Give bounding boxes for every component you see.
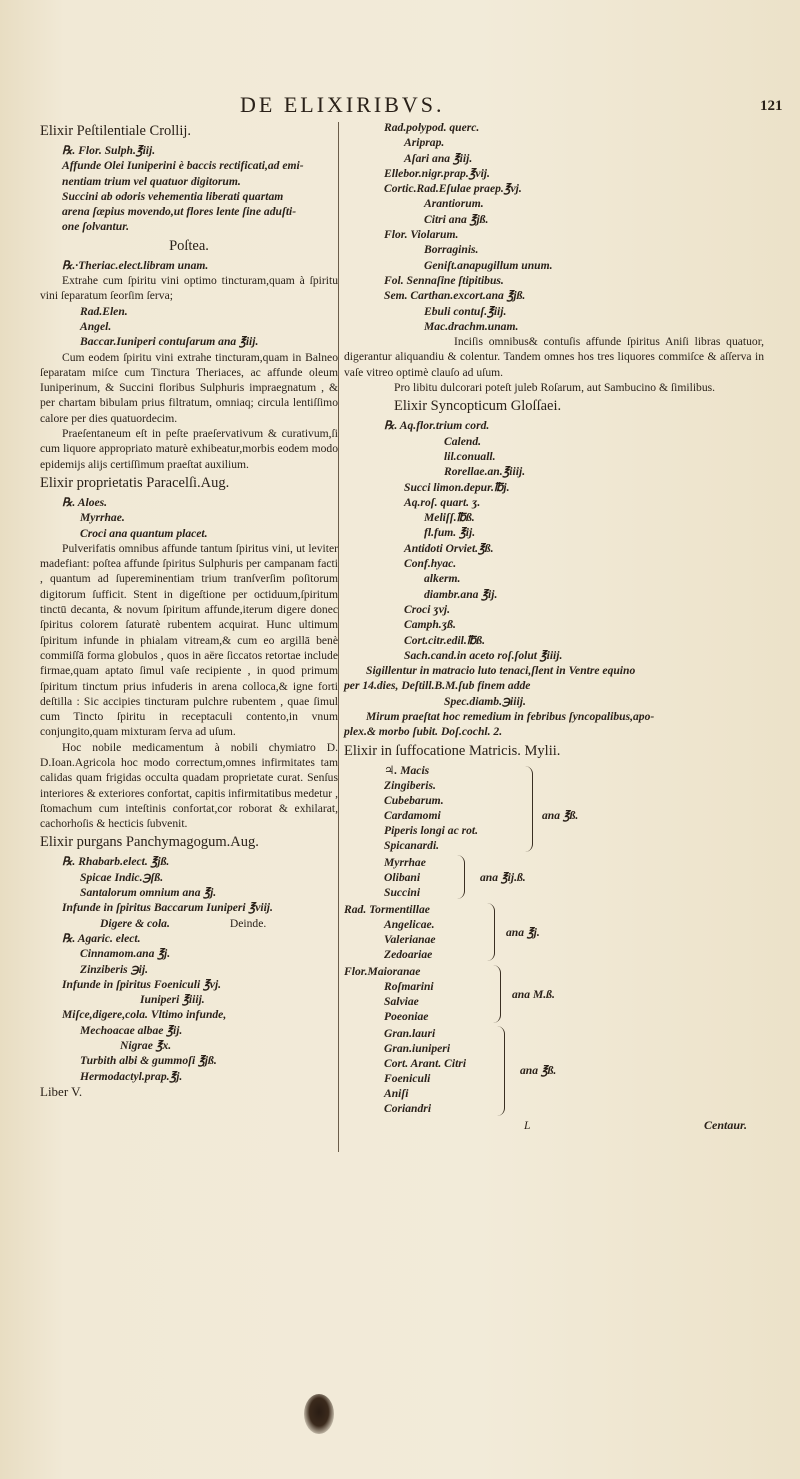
ingredient: Spicanardi. xyxy=(384,838,440,852)
page-number: 121 xyxy=(760,98,783,114)
recipe-line: Baccar.Iuniperi contuſarum ana ℥iij. xyxy=(80,335,259,349)
recipe-line: Croci ʒvj. xyxy=(404,602,451,616)
recipe-line: Rad.polypod. querc. xyxy=(384,121,480,134)
recipe-line: Meliſſ.℔ß. xyxy=(424,511,475,525)
recipe-line: Arantiorum. xyxy=(424,197,484,211)
brace-label: ana M.ß. xyxy=(512,988,555,1002)
recipe-line: lil.conuall. xyxy=(444,449,496,463)
ingredient: Angelicae. xyxy=(384,918,435,932)
paragraph: Pulverifatis omnibus affunde tantum ſpiritus vini, ut leviter madefiant: poſtea affunde ſpiritus Sulphuris per campanam facti , quantum ad ſupereminentiam trium tranſverſim poſitorum digitorum ſufficit. Stent in digeſtione per octiduum,ſpiritum tinctū decanta, & novum ſpiritum affunde,iterum digere donec ſpiritus colorem ſaturatè rubentem acquirat. Hunc ultimum ſpiritum infunde in phialam vitream,& cum eo argillā benè commiſſā forma globulos , quos in aëre ſiccatos retortae include firmae,quam aptato ſimul vaſe recipiente , in quod primum ſpiritum tinctum prius infuderis in arena colloca,& igne forti deſtilla : Sic accipies tincturam pulchre rubentem , quae ſimul cum Tincto ſpiritu in receptaculi contento,in vnum conjungito,quam mixturam ſerva ad uſum. xyxy=(40,541,338,739)
recipe-line: Affunde Olei Iuniperini è baccis rectificati,ad emi- xyxy=(62,159,304,173)
recipe-line: Miſce,digere,cola. Vltimo infunde, xyxy=(62,1008,227,1022)
recipe-line: Conf.hyac. xyxy=(404,557,457,571)
recipe-line: Infunde in ſpiritus Foeniculi ℥vj. xyxy=(62,977,222,991)
section-title-elixir-suffocatione: Elixir in ſuffocatione Matricis. Mylii. xyxy=(344,742,561,759)
recipe-line: Borraginis. xyxy=(424,243,479,257)
ingredient-group-5 xyxy=(344,1026,764,1118)
recipe-line: Succini ab odoris vehementia liberati quartam xyxy=(62,189,284,203)
section-title-elixir-proprietatis: Elixir proprietatis Paracelſi.Aug. xyxy=(40,474,230,491)
ingredient: Aniſi xyxy=(384,1087,409,1101)
signature-letter: L xyxy=(524,1119,531,1133)
ingredient: Cubebarum. xyxy=(384,793,444,807)
recipe-line: Aq.roſ. quart. ʒ. xyxy=(404,495,481,509)
recipe-line: Infunde in ſpiritus Baccarum Iuniperi ℥viij. xyxy=(62,901,273,915)
recipe-line: diambr.ana ℥ij. xyxy=(424,587,498,601)
page-footer xyxy=(344,1118,764,1134)
recipe-line: Iuniperi ℥iiij. xyxy=(140,993,205,1007)
ingredient: Zedoariae xyxy=(384,948,433,962)
ingredient-group-1 xyxy=(344,778,764,855)
paragraph: Cum eodem ſpiritu vini extrahe tincturam,quam in Balneo ſeparatam miſce cum Tinctura Theriaces, ac affunde oleum Iuniperinum, & Succini floribus Sulphuris impraegnatum , & per chartam bibulam prius filtratum, omniaq; circula lentiſſimo calore per dies quatuordecim. xyxy=(40,350,338,425)
ingredient: Coriandri xyxy=(384,1102,432,1116)
recipe-line: Angel. xyxy=(80,319,112,333)
ingredient-group-3 xyxy=(344,917,764,964)
recipe-line: Aſari ana ℥iij. xyxy=(404,151,473,165)
brace xyxy=(522,766,533,852)
ingredient: Gran.lauri xyxy=(384,1027,436,1041)
running-head-title: DE ELIXIRIBVS. xyxy=(240,92,445,117)
recipe-line: Rad. Tormentillae xyxy=(344,902,430,916)
ingredient: Zingiberis. xyxy=(384,778,436,792)
paragraph: Hoc nobile medicamentum à nobili chymiatro D. D.Ioan.Agricola hoc modo correctum,omnes infirmitates tam calidas quam frigidas occulta quadam proprietate curat. Senſus interiores & exteriores confortat, capitis infirmitatibus medetur , ſtomachum cum inteſtinis confortat,cor roborat & exhilarat, cachorhoſis & hecticis ſubvenit. xyxy=(40,740,338,831)
recipe-line: alkerm. xyxy=(424,572,461,586)
recipe-line: Mechoacae albae ℥ij. xyxy=(80,1023,183,1037)
recipe-line: Geniſt.anapugillum unum. xyxy=(424,258,553,272)
recipe-text-deinde: Deinde. xyxy=(229,916,267,930)
recipe-line: ℞. Flor. Sulph.℥iij. xyxy=(62,144,156,157)
brace-label: ana ℥j. xyxy=(506,926,540,940)
recipe-line: ℞. Aloes. xyxy=(62,495,108,509)
recipe-line: Flor.Maioranae xyxy=(344,965,421,979)
ingredient: Olibani xyxy=(384,870,421,884)
brace xyxy=(454,855,465,899)
recipe-line: Cort.citr.edil.℔ß. xyxy=(404,633,485,647)
section-title-elixir-pestilentiale: Elixir Peſtilentiale Crollij. xyxy=(40,123,192,139)
ingredient: Gran.iuniperi xyxy=(384,1042,451,1056)
section-title-elixir-purgans: Elixir purgans Panchymagogum.Aug. xyxy=(40,834,259,851)
recipe-line: Camph.ʒß. xyxy=(404,618,456,632)
recipe-line: Ellebor.nigr.prap.℥vij. xyxy=(384,166,490,180)
recipe-line: Santalorum omnium ana ℥j. xyxy=(80,886,217,900)
brace-label: ana ℥ij.ß. xyxy=(480,870,526,884)
ingredient: Valerianae xyxy=(384,933,436,947)
recipe-line: Spec.diamb.℈iiij. xyxy=(444,694,526,708)
subheading-postea: Poſtea. xyxy=(169,237,209,254)
recipe-line: Mac.drachm.unam. xyxy=(424,319,519,333)
recipe-line: Cortic.Rad.Eſulae praep.℥vj. xyxy=(384,182,522,196)
ingredient: Cardamomi xyxy=(384,808,441,822)
recipe-line: Hermodactyl.prap.℥j. xyxy=(80,1069,183,1083)
paragraph: Pro libitu dulcorari poteſt juleb Roſarum, aut Sambucino & ſimilibus. xyxy=(394,381,716,395)
paragraph: Praeſentaneum eſt in peſte praeſervativum & curativum,ſi cum liquore appropriato maturè exhibeatur,morbis eodem modo epidemijs alijs certiſſimum praeſtat auxilium. xyxy=(40,427,338,471)
paragraph: Inciſis omnibus& contuſis affunde ſpiritus Aniſi libras quatuor, digerantur aliquandiu & colentur. Tandem omnes hos tres liquores commiſce & aſſerva in vaſe vitreo optimè clauſo ad uſum. xyxy=(344,335,764,379)
recipe-line: per 14.dies, Deſtill.B.M.ſub finem adde xyxy=(344,679,531,693)
recipe-line: Nigrae ℥x. xyxy=(120,1039,172,1053)
recipe-line: Sach.cand.in aceto roſ.ſolut ℥iiij. xyxy=(404,648,563,662)
recipe-line: one ſolvantur. xyxy=(62,220,129,234)
recipe-line: Sigillentur in matracio luto tenaci,ſlent in Ventre equino xyxy=(366,664,636,678)
signature-mark: Liber V. xyxy=(40,1083,83,1099)
brace xyxy=(484,903,495,961)
left-column xyxy=(40,120,338,1099)
recipe-line: ℞. Agaric. elect. xyxy=(62,931,141,945)
recipe-line: Zinziberis ℈ij. xyxy=(80,962,149,976)
ingredient: Myrrhae xyxy=(384,855,426,869)
ingredient: Cort. Arant. Citri xyxy=(384,1057,467,1071)
recipe-line: Sem. Carthan.excort.ana ℥jß. xyxy=(384,289,526,303)
recipe-text: Digere & cola. xyxy=(100,916,170,930)
ingredient-group-4 xyxy=(344,979,764,1026)
recipe-line: ℞.·Theriac.elect.libram unam. xyxy=(62,258,209,272)
column-rule xyxy=(338,122,339,1152)
recipe-line: Ariprap. xyxy=(404,136,445,150)
recipe-line: Fol. Sennaſine ſtipitibus. xyxy=(384,273,504,287)
recipe-line: Ebuli contuſ.℥iij. xyxy=(424,304,507,318)
recipe-line: Succi limon.depur.℔j. xyxy=(404,480,510,494)
recipe-line: plex.& morbo ſubit. Doſ.cochl. 2. xyxy=(344,725,503,739)
recipe-line: ℞. Rhabarb.elect. ℥jß. xyxy=(62,855,170,869)
recipe-line: arena ſæpius movendo,ut flores lente ſine aduſti- xyxy=(62,205,297,219)
brace xyxy=(494,1026,505,1116)
recipe-line: Citri ana ℥jß. xyxy=(424,212,489,226)
ink-blot xyxy=(304,1394,334,1434)
brace-label: ana ℥ß. xyxy=(542,808,579,822)
recipe-line: Croci ana quantum placet. xyxy=(80,526,208,540)
brace-label: ana ℥ß. xyxy=(520,1064,557,1078)
running-head xyxy=(0,92,800,122)
recipe-line: Spicae Indic.℈ſß. xyxy=(80,870,164,884)
recipe-line: ♃. Macis xyxy=(384,763,430,777)
recipe-line: Rorellae.an.℥iiij. xyxy=(444,465,526,479)
right-column xyxy=(344,120,764,1134)
recipe-line xyxy=(40,916,338,931)
recipe-line: Myrrhae. xyxy=(80,511,125,525)
ingredient: Piperis longi ac rot. xyxy=(384,823,479,837)
catchword: Centaur. xyxy=(704,1118,748,1133)
recipe-line: Antidoti Orviet.℥ß. xyxy=(404,541,494,555)
recipe-line: nentiam trium vel quatuor digitorum. xyxy=(62,174,241,188)
recipe-line: Cinnamom.ana ℥j. xyxy=(80,947,171,961)
ingredient: Succini xyxy=(384,885,421,899)
recipe-line: Rad.Elen. xyxy=(80,304,128,318)
ingredient: Poeoniae xyxy=(384,1010,429,1024)
ingredient: Foeniculi xyxy=(384,1072,431,1086)
recipe-line: Calend. xyxy=(444,434,482,448)
section-title-elixir-syncopticum: Elixir Syncopticum Gloſſaei. xyxy=(394,398,562,415)
brace xyxy=(490,965,501,1023)
ingredient-group-2 xyxy=(344,855,764,902)
paragraph: Extrahe cum ſpiritu vini optimo tincturam,quam à ſpiritu vini ſeparatum ſeorſim ſerva; xyxy=(40,274,338,303)
recipe-line: fl.fum. ℥ij. xyxy=(424,526,476,540)
recipe-line: Mirum praeſtat hoc remedium in febribus ſyncopalibus,apo- xyxy=(366,709,655,723)
ingredient: Roſmarini xyxy=(384,980,434,994)
ingredient: Salviae xyxy=(384,995,419,1009)
recipe-line: Turbith albi & gummoſi ℥jß. xyxy=(80,1054,217,1068)
recipe-line: ℞. Aq.flor.trium cord. xyxy=(384,419,490,433)
recipe-line: Flor. Violarum. xyxy=(384,228,459,242)
